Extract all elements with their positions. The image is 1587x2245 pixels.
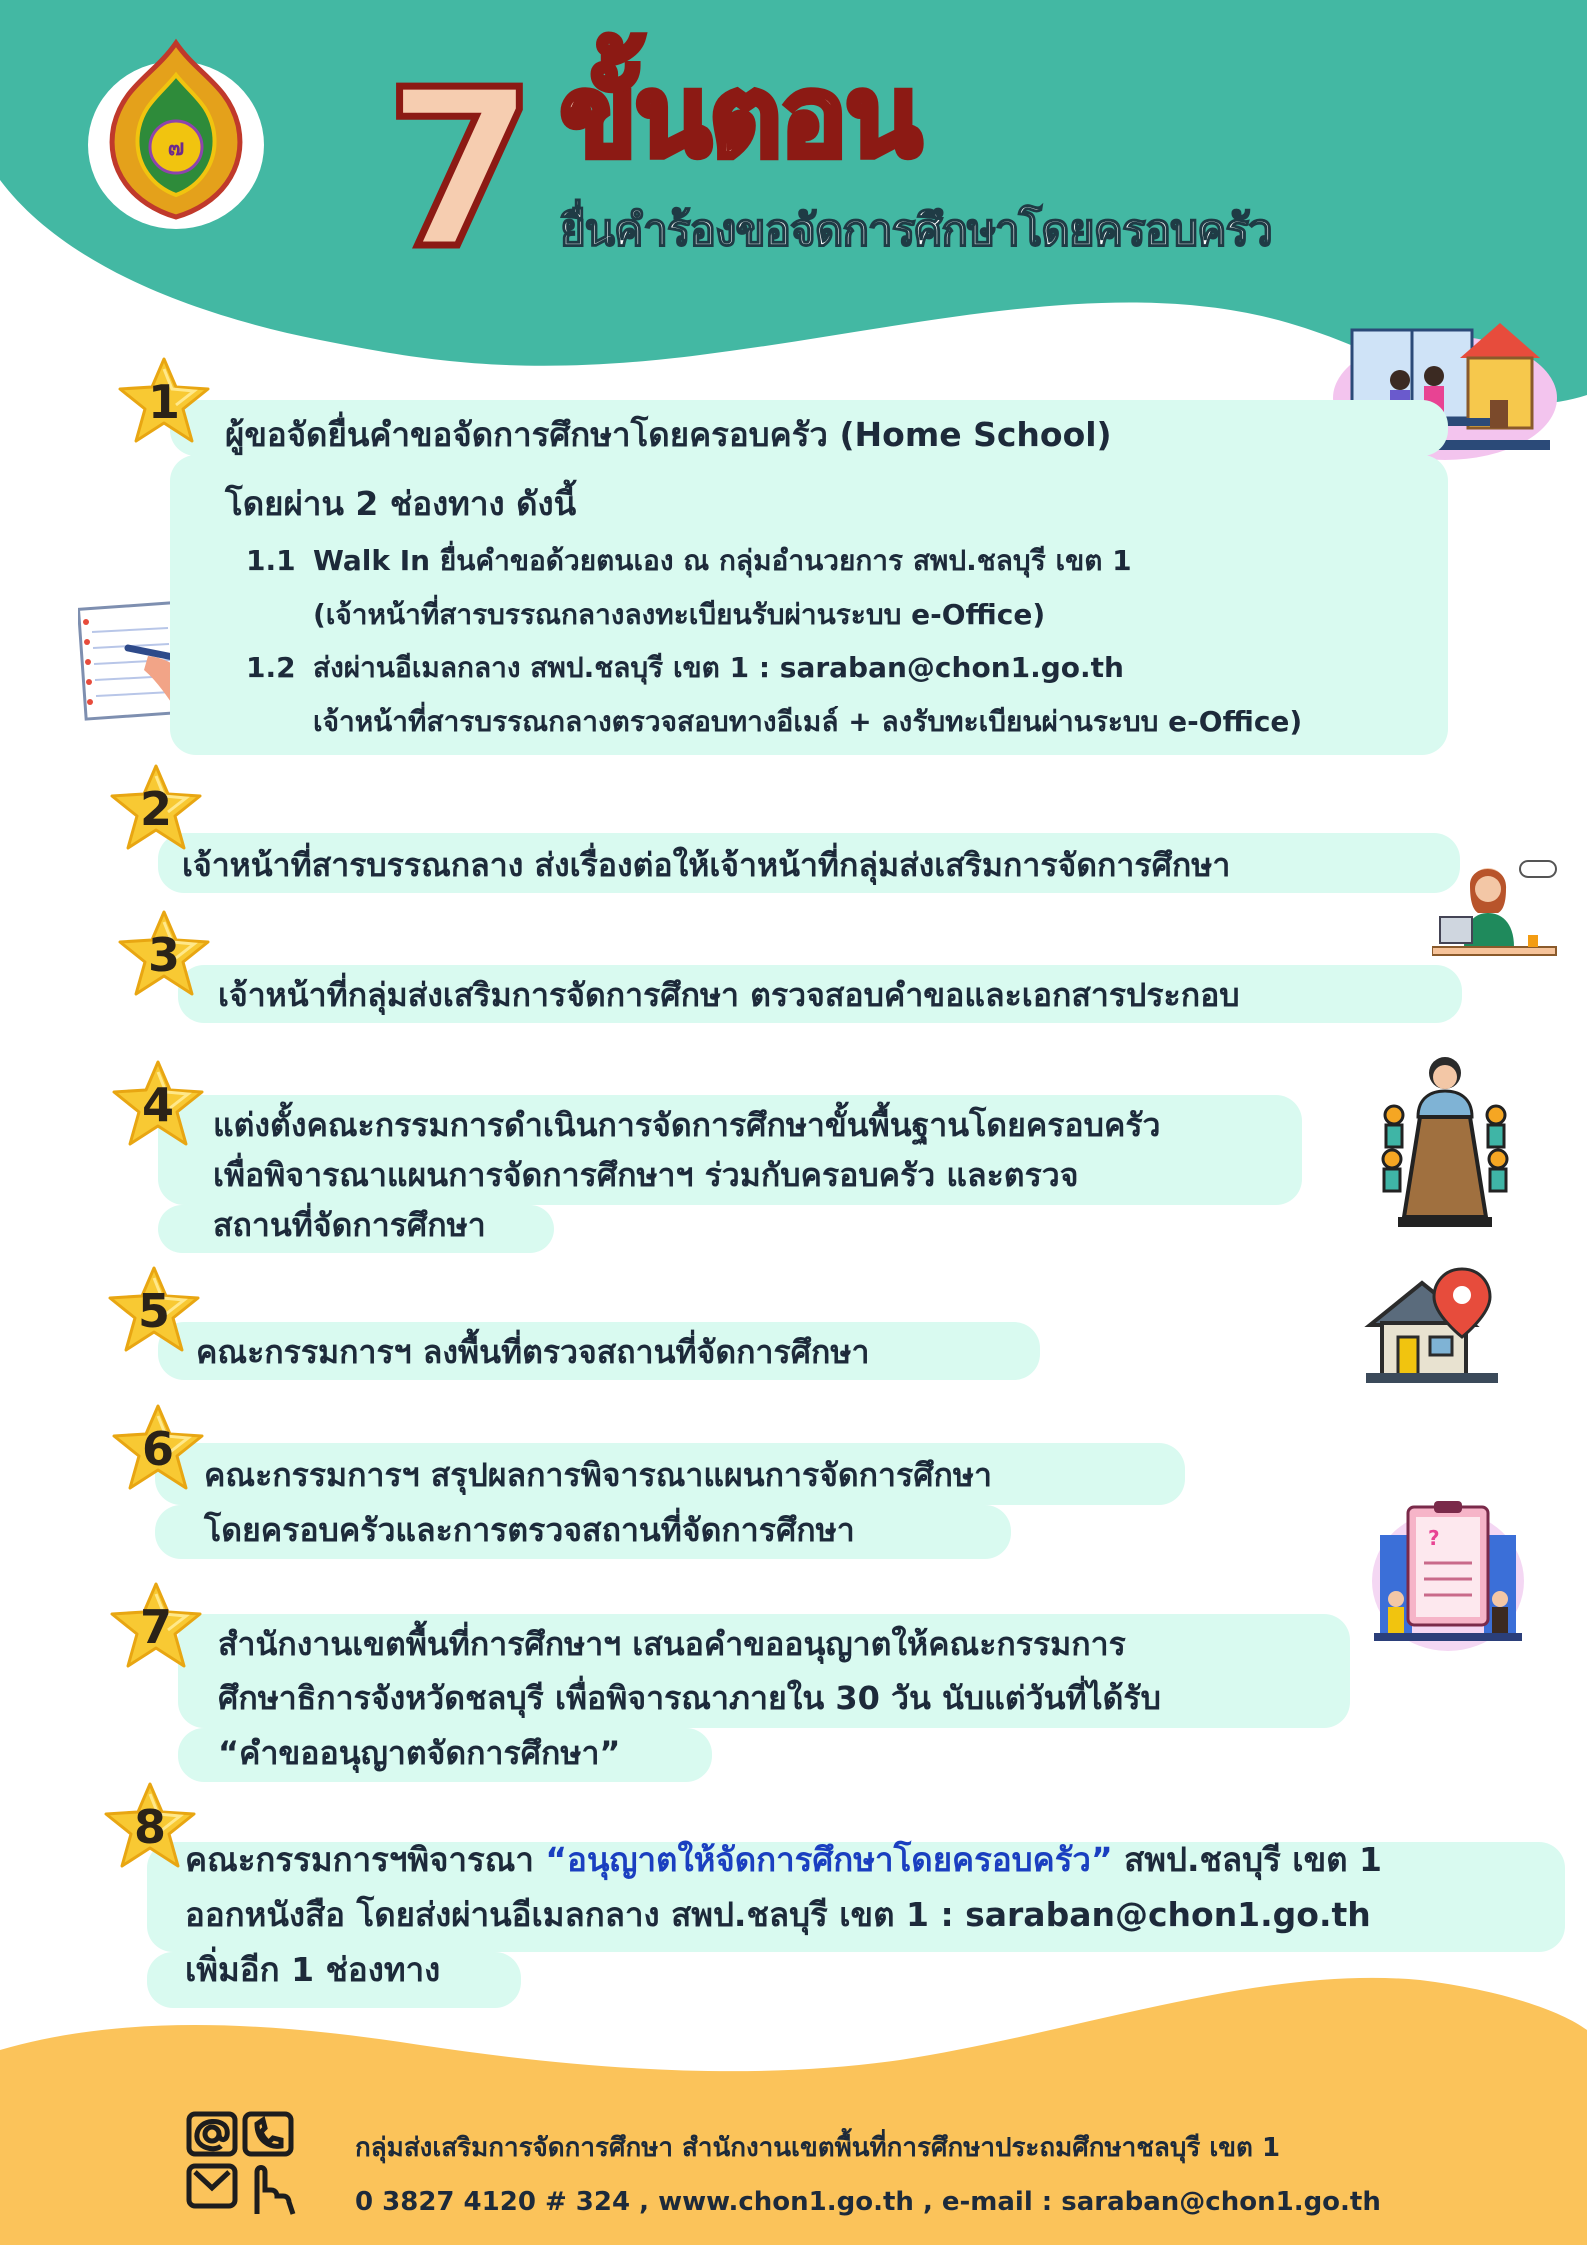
svg-text:?: ? xyxy=(1428,1526,1440,1550)
step-text: ออกหนังสือ โดยส่งผ่านอีเมลกลาง สพป.ชลบุรี เขต 1 : saraban@chon1.go.th xyxy=(185,1895,1371,1934)
sub-item-text: เจ้าหน้าที่สารบรรณกลางตรวจสอบทางอีเมล์ + ลงรับทะเบียนผ่านระบบ e-Office) xyxy=(313,705,1303,738)
page-title: ขั้นตอน xyxy=(560,52,920,182)
highlight-text: “อนุญาตให้จัดการศึกษาโดยครอบครัว” xyxy=(545,1840,1113,1879)
step-text: คณะกรรมการฯ ลงพื้นที่ตรวจสถานที่จัดการศึกษา xyxy=(196,1333,870,1371)
step-number: 8 xyxy=(133,1800,166,1854)
step-number-star-icon xyxy=(108,1580,204,1672)
step-text: ศึกษาธิการจังหวัดชลบุรี เพื่อพิจารณาภายใน 30 วัน นับแต่วันที่ได้รับ xyxy=(218,1679,1161,1717)
footer-organization: กลุ่มส่งเสริมการจัดการศึกษา สำนักงานเขตพื้นที่การศึกษาประถมศึกษาชลบุรี เขต 1 xyxy=(355,2133,1281,2163)
clipboard-checklist-illustration xyxy=(1368,1495,1528,1655)
step-text: “คำขออนุญาตจัดการศึกษา” xyxy=(218,1734,621,1772)
step-number: 3 xyxy=(147,928,180,982)
sub-item-index: 1.2 xyxy=(246,651,296,684)
step-text-part: สพป.ชลบุรี เขต 1 xyxy=(1112,1840,1383,1879)
step-text: เจ้าหน้าที่สารบรรณกลาง ส่งเรื่องต่อให้เจ้าหน้าที่กลุ่มส่งเสริมการจัดการศึกษา xyxy=(182,846,1231,884)
step-number-star-icon xyxy=(102,1780,198,1872)
phone-icon xyxy=(245,2114,291,2154)
step-number: 6 xyxy=(141,1422,174,1476)
step-text-part: คณะกรรมการฯพิจารณา xyxy=(185,1840,546,1879)
footer-contact: 0 3827 4120 # 324 , www.chon1.go.th , e-mail : saraban@chon1.go.th xyxy=(355,2187,1381,2217)
step-number: 2 xyxy=(139,782,172,836)
step-number-star-icon xyxy=(110,1058,206,1150)
step-number: 5 xyxy=(137,1284,170,1338)
sub-item-index: 1.1 xyxy=(246,544,296,577)
step-number-star-icon xyxy=(106,1264,202,1356)
step-count-number: 7 xyxy=(385,44,537,297)
step-number-star-icon xyxy=(116,355,212,447)
committee-meeting-icon xyxy=(1380,1055,1510,1230)
step-number: 4 xyxy=(141,1078,174,1132)
step-text: สถานที่จัดการศึกษา xyxy=(213,1206,486,1244)
svg-text:๗: ๗ xyxy=(167,136,185,161)
step-number: 7 xyxy=(139,1600,172,1654)
step-text: โดยผ่าน 2 ช่องทาง ดังนี้ xyxy=(225,484,577,523)
sub-item-text: ส่งผ่านอีเมลกลาง สพป.ชลบุรี เขต 1 : saraban@chon1.go.th xyxy=(313,651,1124,684)
step-text: แต่งตั้งคณะกรรมการดำเนินการจัดการศึกษาขั้นพื้นฐานโดยครอบครัว xyxy=(213,1106,1161,1144)
page-subtitle: ยื่นคำร้องขอจัดการศึกษาโดยครอบครัว xyxy=(560,205,1272,256)
step-number-star-icon xyxy=(110,1402,206,1494)
step-number-star-icon xyxy=(116,908,212,1000)
step-text: คณะกรรมการฯ สรุปผลการพิจารณาแผนการจัดการศึกษา xyxy=(204,1456,992,1494)
step-text: เพิ่มอีก 1 ช่องทาง xyxy=(185,1950,441,1989)
contact-icons xyxy=(185,2110,305,2220)
step-text xyxy=(185,1840,1382,1880)
step-text: ผู้ขอจัดยื่นคำขอจัดการศึกษาโดยครอบครัว (Home School) xyxy=(225,415,1112,454)
sub-item-text: (เจ้าหน้าที่สารบรรณกลางลงทะเบียนรับผ่านระบบ e-Office) xyxy=(313,598,1046,631)
step-number-star-icon xyxy=(108,762,204,854)
pointer-hand-icon xyxy=(257,2168,293,2215)
step-text: เพื่อพิจารณาแผนการจัดการศึกษาฯ ร่วมกับครอบครัว และตรวจ xyxy=(213,1156,1079,1194)
office-logo xyxy=(78,35,274,231)
house-location-icon xyxy=(1362,1265,1502,1390)
sub-item-text: Walk In ยื่นคำขอด้วยตนเอง ณ กลุ่มอำนวยการ สพป.ชลบุรี เขต 1 xyxy=(313,544,1132,577)
step-text: สำนักงานเขตพื้นที่การศึกษาฯ เสนอคำขออนุญาตให้คณะกรรมการ xyxy=(218,1625,1126,1663)
step-text: โดยครอบครัวและการตรวจสถานที่จัดการศึกษา xyxy=(204,1511,855,1549)
step-text: เจ้าหน้าที่กลุ่มส่งเสริมการจัดการศึกษา ตรวจสอบคำขอและเอกสารประกอบ xyxy=(218,976,1240,1014)
step-number: 1 xyxy=(147,375,180,429)
